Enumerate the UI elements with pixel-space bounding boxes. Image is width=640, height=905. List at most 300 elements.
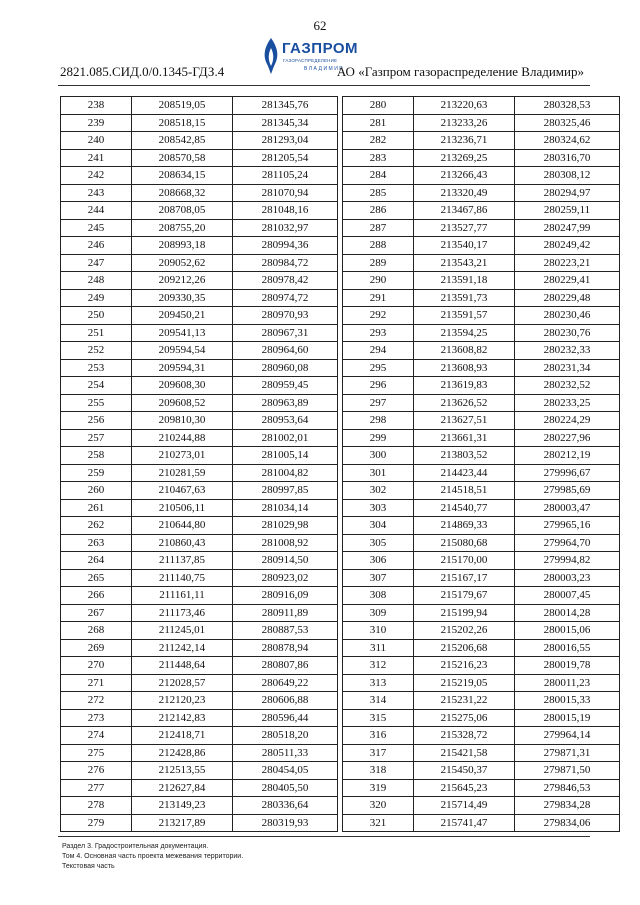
y-coordinate-cell: 280319,93 <box>233 814 338 832</box>
table-row <box>61 587 338 605</box>
y-coordinate-cell: 279996,67 <box>515 464 620 482</box>
x-coordinate-cell: 209594,54 <box>132 342 233 360</box>
table-row <box>61 359 338 377</box>
x-coordinate-cell: 208755,20 <box>132 219 233 237</box>
y-coordinate-cell: 280911,89 <box>233 604 338 622</box>
table-row <box>343 307 620 325</box>
point-number-cell: 305 <box>343 534 414 552</box>
y-coordinate-cell: 281345,76 <box>233 97 338 115</box>
point-number-cell: 299 <box>343 429 414 447</box>
point-number-cell: 268 <box>61 622 132 640</box>
point-number-cell: 279 <box>61 814 132 832</box>
point-number-cell: 248 <box>61 272 132 290</box>
table-row <box>61 657 338 675</box>
x-coordinate-cell: 208993,18 <box>132 237 233 255</box>
x-coordinate-cell: 212028,57 <box>132 674 233 692</box>
point-number-cell: 294 <box>343 342 414 360</box>
table-row <box>61 709 338 727</box>
x-coordinate-cell: 213619,83 <box>414 377 515 395</box>
y-coordinate-cell: 280019,78 <box>515 657 620 675</box>
table-row <box>61 762 338 780</box>
point-number-cell: 282 <box>343 132 414 150</box>
point-number-cell: 267 <box>61 604 132 622</box>
y-coordinate-cell: 280964,60 <box>233 342 338 360</box>
point-number-cell: 259 <box>61 464 132 482</box>
point-number-cell: 266 <box>61 587 132 605</box>
y-coordinate-cell: 280014,28 <box>515 604 620 622</box>
x-coordinate-cell: 212418,71 <box>132 727 233 745</box>
x-coordinate-cell: 215080,68 <box>414 534 515 552</box>
table-row <box>343 517 620 535</box>
point-number-cell: 243 <box>61 184 132 202</box>
point-number-cell: 240 <box>61 132 132 150</box>
y-coordinate-cell: 280518,20 <box>233 727 338 745</box>
point-number-cell: 288 <box>343 237 414 255</box>
x-coordinate-cell: 215206,68 <box>414 639 515 657</box>
y-coordinate-cell: 280649,22 <box>233 674 338 692</box>
x-coordinate-cell: 213608,93 <box>414 359 515 377</box>
y-coordinate-cell: 280916,09 <box>233 587 338 605</box>
y-coordinate-cell: 279846,53 <box>515 779 620 797</box>
table-row <box>61 447 338 465</box>
table-row <box>343 552 620 570</box>
point-number-cell: 254 <box>61 377 132 395</box>
x-coordinate-cell: 211245,01 <box>132 622 233 640</box>
y-coordinate-cell: 280807,86 <box>233 657 338 675</box>
y-coordinate-cell: 280994,36 <box>233 237 338 255</box>
point-number-cell: 276 <box>61 762 132 780</box>
table-row <box>61 377 338 395</box>
point-number-cell: 285 <box>343 184 414 202</box>
x-coordinate-cell: 212142,83 <box>132 709 233 727</box>
table-row <box>61 184 338 202</box>
x-coordinate-cell: 209541,13 <box>132 324 233 342</box>
x-coordinate-cell: 213608,82 <box>414 342 515 360</box>
table-row <box>343 709 620 727</box>
y-coordinate-cell: 280887,53 <box>233 622 338 640</box>
y-coordinate-cell: 280984,72 <box>233 254 338 272</box>
point-number-cell: 252 <box>61 342 132 360</box>
y-coordinate-cell: 280231,34 <box>515 359 620 377</box>
point-number-cell: 309 <box>343 604 414 622</box>
point-number-cell: 287 <box>343 219 414 237</box>
x-coordinate-cell: 214540,77 <box>414 499 515 517</box>
x-coordinate-cell: 213220,63 <box>414 97 515 115</box>
x-coordinate-cell: 213149,23 <box>132 797 233 815</box>
point-number-cell: 303 <box>343 499 414 517</box>
table-row <box>343 657 620 675</box>
x-coordinate-cell: 209594,31 <box>132 359 233 377</box>
table-row <box>61 324 338 342</box>
table-row <box>61 604 338 622</box>
y-coordinate-cell: 280960,08 <box>233 359 338 377</box>
x-coordinate-cell: 215179,67 <box>414 587 515 605</box>
x-coordinate-cell: 215328,72 <box>414 727 515 745</box>
y-coordinate-cell: 280978,42 <box>233 272 338 290</box>
x-coordinate-cell: 215741,47 <box>414 814 515 832</box>
table-row <box>343 692 620 710</box>
point-number-cell: 314 <box>343 692 414 710</box>
coordinates-table-right <box>342 96 620 832</box>
x-coordinate-cell: 215231,22 <box>414 692 515 710</box>
table-row <box>61 779 338 797</box>
point-number-cell: 293 <box>343 324 414 342</box>
x-coordinate-cell: 213540,17 <box>414 237 515 255</box>
point-number-cell: 275 <box>61 744 132 762</box>
footer-volume: Том 4. Основная часть проекта межевания территории. <box>62 853 244 860</box>
y-coordinate-cell: 281070,94 <box>233 184 338 202</box>
point-number-cell: 318 <box>343 762 414 780</box>
table-row <box>343 762 620 780</box>
x-coordinate-cell: 208519,05 <box>132 97 233 115</box>
table-row <box>343 359 620 377</box>
y-coordinate-cell: 280914,50 <box>233 552 338 570</box>
x-coordinate-cell: 208708,05 <box>132 202 233 220</box>
table-row <box>61 499 338 517</box>
table-row <box>61 534 338 552</box>
y-coordinate-cell: 280016,55 <box>515 639 620 657</box>
x-coordinate-cell: 208634,15 <box>132 167 233 185</box>
point-number-cell: 253 <box>61 359 132 377</box>
y-coordinate-cell: 280227,96 <box>515 429 620 447</box>
point-number-cell: 281 <box>343 114 414 132</box>
y-coordinate-cell: 281032,97 <box>233 219 338 237</box>
point-number-cell: 310 <box>343 622 414 640</box>
point-number-cell: 317 <box>343 744 414 762</box>
y-coordinate-cell: 280970,93 <box>233 307 338 325</box>
point-number-cell: 247 <box>61 254 132 272</box>
x-coordinate-cell: 213543,21 <box>414 254 515 272</box>
point-number-cell: 245 <box>61 219 132 237</box>
table-row <box>61 342 338 360</box>
point-number-cell: 283 <box>343 149 414 167</box>
gazprom-flame-icon <box>260 36 282 76</box>
point-number-cell: 265 <box>61 569 132 587</box>
table-row <box>343 184 620 202</box>
x-coordinate-cell: 212428,86 <box>132 744 233 762</box>
point-number-cell: 315 <box>343 709 414 727</box>
point-number-cell: 244 <box>61 202 132 220</box>
table-row <box>343 482 620 500</box>
point-number-cell: 311 <box>343 639 414 657</box>
table-row <box>61 464 338 482</box>
x-coordinate-cell: 211137,85 <box>132 552 233 570</box>
y-coordinate-cell: 280259,11 <box>515 202 620 220</box>
point-number-cell: 274 <box>61 727 132 745</box>
table-row <box>343 674 620 692</box>
y-coordinate-cell: 280230,46 <box>515 307 620 325</box>
y-coordinate-cell: 280974,72 <box>233 289 338 307</box>
x-coordinate-cell: 213591,57 <box>414 307 515 325</box>
point-number-cell: 319 <box>343 779 414 797</box>
x-coordinate-cell: 211242,14 <box>132 639 233 657</box>
point-number-cell: 320 <box>343 797 414 815</box>
table-row <box>343 429 620 447</box>
table-row <box>343 149 620 167</box>
table-row <box>61 149 338 167</box>
x-coordinate-cell: 212513,55 <box>132 762 233 780</box>
y-coordinate-cell: 281105,24 <box>233 167 338 185</box>
table-row <box>343 167 620 185</box>
x-coordinate-cell: 213233,26 <box>414 114 515 132</box>
table-row <box>61 307 338 325</box>
y-coordinate-cell: 280923,02 <box>233 569 338 587</box>
x-coordinate-cell: 213320,49 <box>414 184 515 202</box>
y-coordinate-cell: 280325,46 <box>515 114 620 132</box>
y-coordinate-cell: 280953,64 <box>233 412 338 430</box>
y-coordinate-cell: 281004,82 <box>233 464 338 482</box>
point-number-cell: 242 <box>61 167 132 185</box>
point-number-cell: 260 <box>61 482 132 500</box>
x-coordinate-cell: 214869,33 <box>414 517 515 535</box>
x-coordinate-cell: 208668,32 <box>132 184 233 202</box>
y-coordinate-cell: 280003,47 <box>515 499 620 517</box>
table-row <box>61 237 338 255</box>
x-coordinate-cell: 215167,17 <box>414 569 515 587</box>
table-row <box>343 254 620 272</box>
page-number: 62 <box>313 18 327 33</box>
point-number-cell: 307 <box>343 569 414 587</box>
table-row <box>343 464 620 482</box>
table-row <box>343 797 620 815</box>
x-coordinate-cell: 211448,64 <box>132 657 233 675</box>
point-number-cell: 256 <box>61 412 132 430</box>
point-number-cell: 263 <box>61 534 132 552</box>
point-number-cell: 278 <box>61 797 132 815</box>
table-row <box>343 394 620 412</box>
y-coordinate-cell: 279964,14 <box>515 727 620 745</box>
table-row <box>61 202 338 220</box>
table-row <box>61 429 338 447</box>
table-row <box>61 132 338 150</box>
y-coordinate-cell: 280015,06 <box>515 622 620 640</box>
x-coordinate-cell: 213269,25 <box>414 149 515 167</box>
x-coordinate-cell: 215170,00 <box>414 552 515 570</box>
point-number-cell: 289 <box>343 254 414 272</box>
table-row <box>343 202 620 220</box>
logo-subtitle: ГАЗОРАСПРЕДЕЛЕНИЕ <box>283 58 338 63</box>
y-coordinate-cell: 280596,44 <box>233 709 338 727</box>
x-coordinate-cell: 209212,26 <box>132 272 233 290</box>
x-coordinate-cell: 215216,23 <box>414 657 515 675</box>
y-coordinate-cell: 280963,89 <box>233 394 338 412</box>
y-coordinate-cell: 279994,82 <box>515 552 620 570</box>
y-coordinate-cell: 280003,23 <box>515 569 620 587</box>
point-number-cell: 295 <box>343 359 414 377</box>
y-coordinate-cell: 280007,45 <box>515 587 620 605</box>
x-coordinate-cell: 213661,31 <box>414 429 515 447</box>
x-coordinate-cell: 211161,11 <box>132 587 233 605</box>
y-coordinate-cell: 280328,53 <box>515 97 620 115</box>
y-coordinate-cell: 279834,06 <box>515 814 620 832</box>
table-row <box>343 114 620 132</box>
table-row <box>61 254 338 272</box>
point-number-cell: 249 <box>61 289 132 307</box>
point-number-cell: 262 <box>61 517 132 535</box>
table-row <box>61 114 338 132</box>
point-number-cell: 255 <box>61 394 132 412</box>
x-coordinate-cell: 213627,51 <box>414 412 515 430</box>
x-coordinate-cell: 215645,23 <box>414 779 515 797</box>
y-coordinate-cell: 279871,50 <box>515 762 620 780</box>
y-coordinate-cell: 281008,92 <box>233 534 338 552</box>
point-number-cell: 238 <box>61 97 132 115</box>
logo-text: ГАЗПРОМ <box>282 40 359 57</box>
table-row <box>343 272 620 290</box>
x-coordinate-cell: 209052,62 <box>132 254 233 272</box>
point-number-cell: 277 <box>61 779 132 797</box>
company-name: АО «Газпром газораспределение Владимир» <box>336 64 584 79</box>
y-coordinate-cell: 280454,05 <box>233 762 338 780</box>
point-number-cell: 302 <box>343 482 414 500</box>
point-number-cell: 250 <box>61 307 132 325</box>
y-coordinate-cell: 280249,42 <box>515 237 620 255</box>
table-row <box>343 569 620 587</box>
point-number-cell: 316 <box>343 727 414 745</box>
y-coordinate-cell: 280294,97 <box>515 184 620 202</box>
y-coordinate-cell: 280232,33 <box>515 342 620 360</box>
table-row <box>61 674 338 692</box>
x-coordinate-cell: 213591,18 <box>414 272 515 290</box>
x-coordinate-cell: 213626,52 <box>414 394 515 412</box>
table-row <box>343 132 620 150</box>
y-coordinate-cell: 279871,31 <box>515 744 620 762</box>
table-row <box>343 727 620 745</box>
table-row <box>343 587 620 605</box>
x-coordinate-cell: 209450,21 <box>132 307 233 325</box>
table-row <box>343 377 620 395</box>
table-row <box>343 447 620 465</box>
footer <box>62 842 243 872</box>
table-row <box>343 639 620 657</box>
x-coordinate-cell: 215450,37 <box>414 762 515 780</box>
y-coordinate-cell: 279985,69 <box>515 482 620 500</box>
footer-part: Текстовая часть <box>62 863 115 870</box>
header-divider <box>58 85 590 86</box>
table-row <box>343 289 620 307</box>
point-number-cell: 284 <box>343 167 414 185</box>
x-coordinate-cell: 213217,89 <box>132 814 233 832</box>
y-coordinate-cell: 281002,01 <box>233 429 338 447</box>
y-coordinate-cell: 280316,70 <box>515 149 620 167</box>
x-coordinate-cell: 215275,06 <box>414 709 515 727</box>
point-number-cell: 251 <box>61 324 132 342</box>
footer-section: Раздел 3. Градостроительная документация. <box>62 843 209 850</box>
point-number-cell: 269 <box>61 639 132 657</box>
y-coordinate-cell: 280229,48 <box>515 289 620 307</box>
y-coordinate-cell: 280967,31 <box>233 324 338 342</box>
point-number-cell: 273 <box>61 709 132 727</box>
point-number-cell: 271 <box>61 674 132 692</box>
x-coordinate-cell: 209810,30 <box>132 412 233 430</box>
point-number-cell: 291 <box>343 289 414 307</box>
point-number-cell: 258 <box>61 447 132 465</box>
x-coordinate-cell: 211140,75 <box>132 569 233 587</box>
y-coordinate-cell: 281034,14 <box>233 499 338 517</box>
x-coordinate-cell: 215199,94 <box>414 604 515 622</box>
table-row <box>343 814 620 832</box>
point-number-cell: 313 <box>343 674 414 692</box>
table-row <box>343 744 620 762</box>
x-coordinate-cell: 213527,77 <box>414 219 515 237</box>
table-row <box>343 412 620 430</box>
x-coordinate-cell: 209330,35 <box>132 289 233 307</box>
logo-subtitle-city: ВЛАДИМИР <box>304 66 345 72</box>
x-coordinate-cell: 210244,88 <box>132 429 233 447</box>
x-coordinate-cell: 214518,51 <box>414 482 515 500</box>
y-coordinate-cell: 281048,16 <box>233 202 338 220</box>
table-row <box>61 97 338 115</box>
coordinates-table-left <box>60 96 338 832</box>
y-coordinate-cell: 280997,85 <box>233 482 338 500</box>
y-coordinate-cell: 280011,23 <box>515 674 620 692</box>
y-coordinate-cell: 279834,28 <box>515 797 620 815</box>
y-coordinate-cell: 279964,70 <box>515 534 620 552</box>
table-row <box>343 97 620 115</box>
x-coordinate-cell: 210860,43 <box>132 534 233 552</box>
x-coordinate-cell: 214423,44 <box>414 464 515 482</box>
point-number-cell: 308 <box>343 587 414 605</box>
x-coordinate-cell: 213803,52 <box>414 447 515 465</box>
x-coordinate-cell: 215219,05 <box>414 674 515 692</box>
point-number-cell: 300 <box>343 447 414 465</box>
table-row <box>61 727 338 745</box>
y-coordinate-cell: 279965,16 <box>515 517 620 535</box>
x-coordinate-cell: 211173,46 <box>132 604 233 622</box>
table-row <box>343 342 620 360</box>
y-coordinate-cell: 281293,04 <box>233 132 338 150</box>
x-coordinate-cell: 209608,52 <box>132 394 233 412</box>
y-coordinate-cell: 281029,98 <box>233 517 338 535</box>
y-coordinate-cell: 280308,12 <box>515 167 620 185</box>
y-coordinate-cell: 280232,52 <box>515 377 620 395</box>
point-number-cell: 298 <box>343 412 414 430</box>
table-row <box>61 692 338 710</box>
table-row <box>61 412 338 430</box>
table-row <box>61 797 338 815</box>
table-row <box>343 779 620 797</box>
x-coordinate-cell: 215714,49 <box>414 797 515 815</box>
x-coordinate-cell: 215421,58 <box>414 744 515 762</box>
y-coordinate-cell: 281005,14 <box>233 447 338 465</box>
table-row <box>343 604 620 622</box>
y-coordinate-cell: 280324,62 <box>515 132 620 150</box>
table-row <box>61 167 338 185</box>
y-coordinate-cell: 280336,64 <box>233 797 338 815</box>
y-coordinate-cell: 280212,19 <box>515 447 620 465</box>
table-row <box>343 499 620 517</box>
x-coordinate-cell: 210506,11 <box>132 499 233 517</box>
x-coordinate-cell: 215202,26 <box>414 622 515 640</box>
point-number-cell: 272 <box>61 692 132 710</box>
x-coordinate-cell: 213236,71 <box>414 132 515 150</box>
table-row <box>343 324 620 342</box>
point-number-cell: 290 <box>343 272 414 290</box>
table-row <box>61 517 338 535</box>
table-row <box>61 482 338 500</box>
point-number-cell: 292 <box>343 307 414 325</box>
table-row <box>61 622 338 640</box>
footer-divider <box>58 836 590 837</box>
table-row <box>61 272 338 290</box>
x-coordinate-cell: 208518,15 <box>132 114 233 132</box>
point-number-cell: 280 <box>343 97 414 115</box>
point-number-cell: 312 <box>343 657 414 675</box>
y-coordinate-cell: 280230,76 <box>515 324 620 342</box>
x-coordinate-cell: 212120,23 <box>132 692 233 710</box>
table-row <box>343 237 620 255</box>
x-coordinate-cell: 209608,30 <box>132 377 233 395</box>
